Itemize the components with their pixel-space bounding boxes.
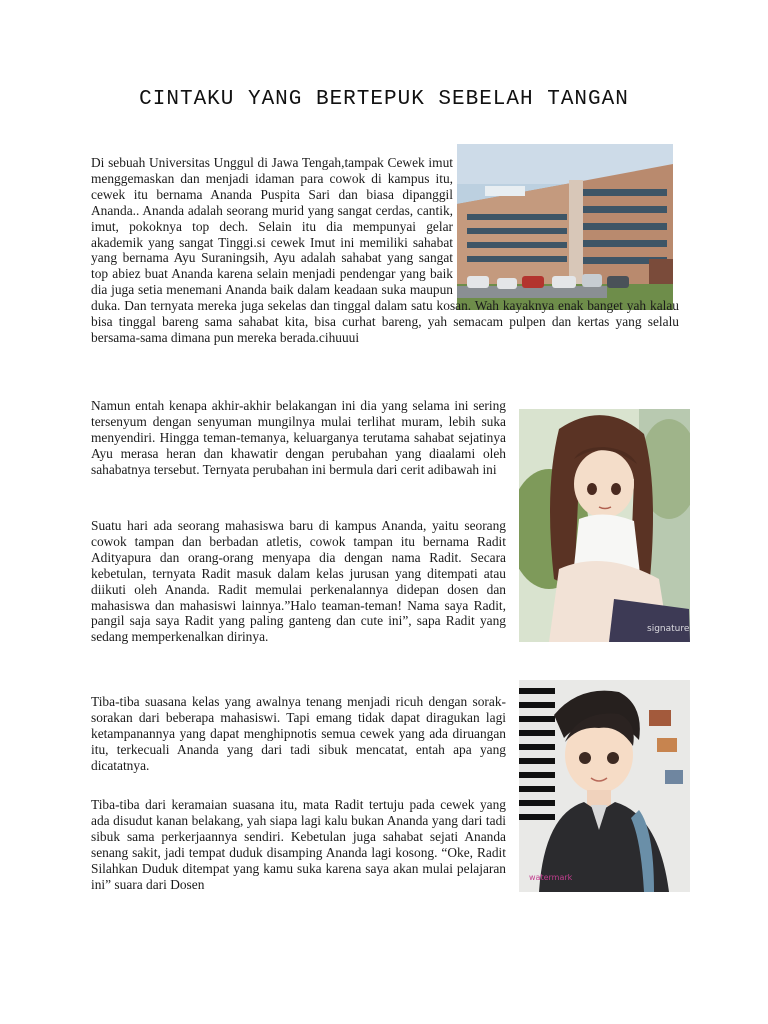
anime-girl-illustration: [519, 409, 690, 642]
campus-photo-float-spacer: [453, 155, 679, 295]
document-title: CINTAKU YANG BERTEPUK SEBELAH TANGAN: [139, 88, 629, 111]
paragraph-5: Tiba-tiba dari keramaian suasana itu, mata Radit tertuju pada cewek yang ada disudut kanan belakang, yah siapa lagi kalu bukan Ananda yang dari tadi sibuk sama perkerjaannya sendiri. Kebetulan juga sahabat sejati Ananda senang sakit, jadi tempat duduk disamping Ananda lagi kosong. “Oke, Radit Silahkan Duduk ditempat yang kamu suka karena saya akan mulai pelajaran ini” suara dari Dosen: [91, 797, 506, 892]
paragraph-3: Suatu hari ada seorang mahasiswa baru di kampus Ananda, yaitu seorang cowok tampan dan berbadan atletis, cowok tampan itu bernama Radit Adityapura dan orang-orang menyapa dia dengan nama Radit. Secara kebetulan, ternyata Radit masuk dalam kelas jurusan yang ditempati atau diikuti oleh Ananda. Radit memulai perkenalannya didepan dosen dan mahasiswa dan mahasiswi lainnya.”Halo teaman-teman! Nama saya Radit, pangil saja saya Radit yang paling ganteng dan cute ini”, sapa Radit yang sedang memperkenalkan dirinya.: [91, 518, 506, 645]
paragraph-4: Tiba-tiba suasana kelas yang awalnya tenang menjadi ricuh dengan sorak-sorakan dari beberapa mahasiswi. Tapi emang tidak dapat diragukan lagi ketampanannya yang dapat menghipnotis semua cewek yang ada diruangan itu, terkecuali Ananda yang dari tadi sibuk mencatat, entah apa yang dicatatnya.: [91, 694, 506, 773]
svg-text:watermark: watermark: [529, 873, 573, 882]
paragraph-2: Namun entah kenapa akhir-akhir belakangan ini dia yang selama ini sering tersenyum dengan senyuman mungilnya mulai terlihat muram, lebih suka menyendiri. Hingga teman-temanya, keluarganya terutama sahabat sejatinya Ayu merasa heran dan khawatir dengan perubahan yang diaalami oleh sahabatnya tersebut. Ternyata perubahan ini bermula dari cerit adibawah ini: [91, 398, 506, 477]
anime-boy-illustration: [519, 680, 690, 892]
paragraph-1-text: Di sebuah Universitas Unggul di Jawa Tengah,tampak Cewek imut menggemaskan dan menjadi idaman para cowok di kampus itu, cewek itu bernama Ananda Puspita Sari dan biasa dipanggil Ananda.. Ananda adalah seorang murid yang sangat cerdas, cantik, imut, pokoknya top dech. Selain itu dia mempunyai gelar akademik yang sangat Tinggi.si cewek Imut ini memiliki sahabat yang bernama Ayu Suraningsih, Ayu adalah sahabat yang sangat top abiez buat Ananda karena selain menjadi pendengar yang baik dia juga setia menemani Ananda baik dalam keadaan suka maupun duka. Dan ternyata mereka juga sekelas dan tinggal dalam satu kosan. Wah kayaknya enak banget yah kalau bisa tinggal bareng sama sahabat kita, bisa curhat bareng, yah semacam pulpen dan kertas yang selalu bersama-sama dimana pun mereka berada.cihuuui: [91, 155, 679, 345]
paragraph-1: [91, 155, 679, 346]
svg-text:signature: signature: [647, 624, 690, 634]
